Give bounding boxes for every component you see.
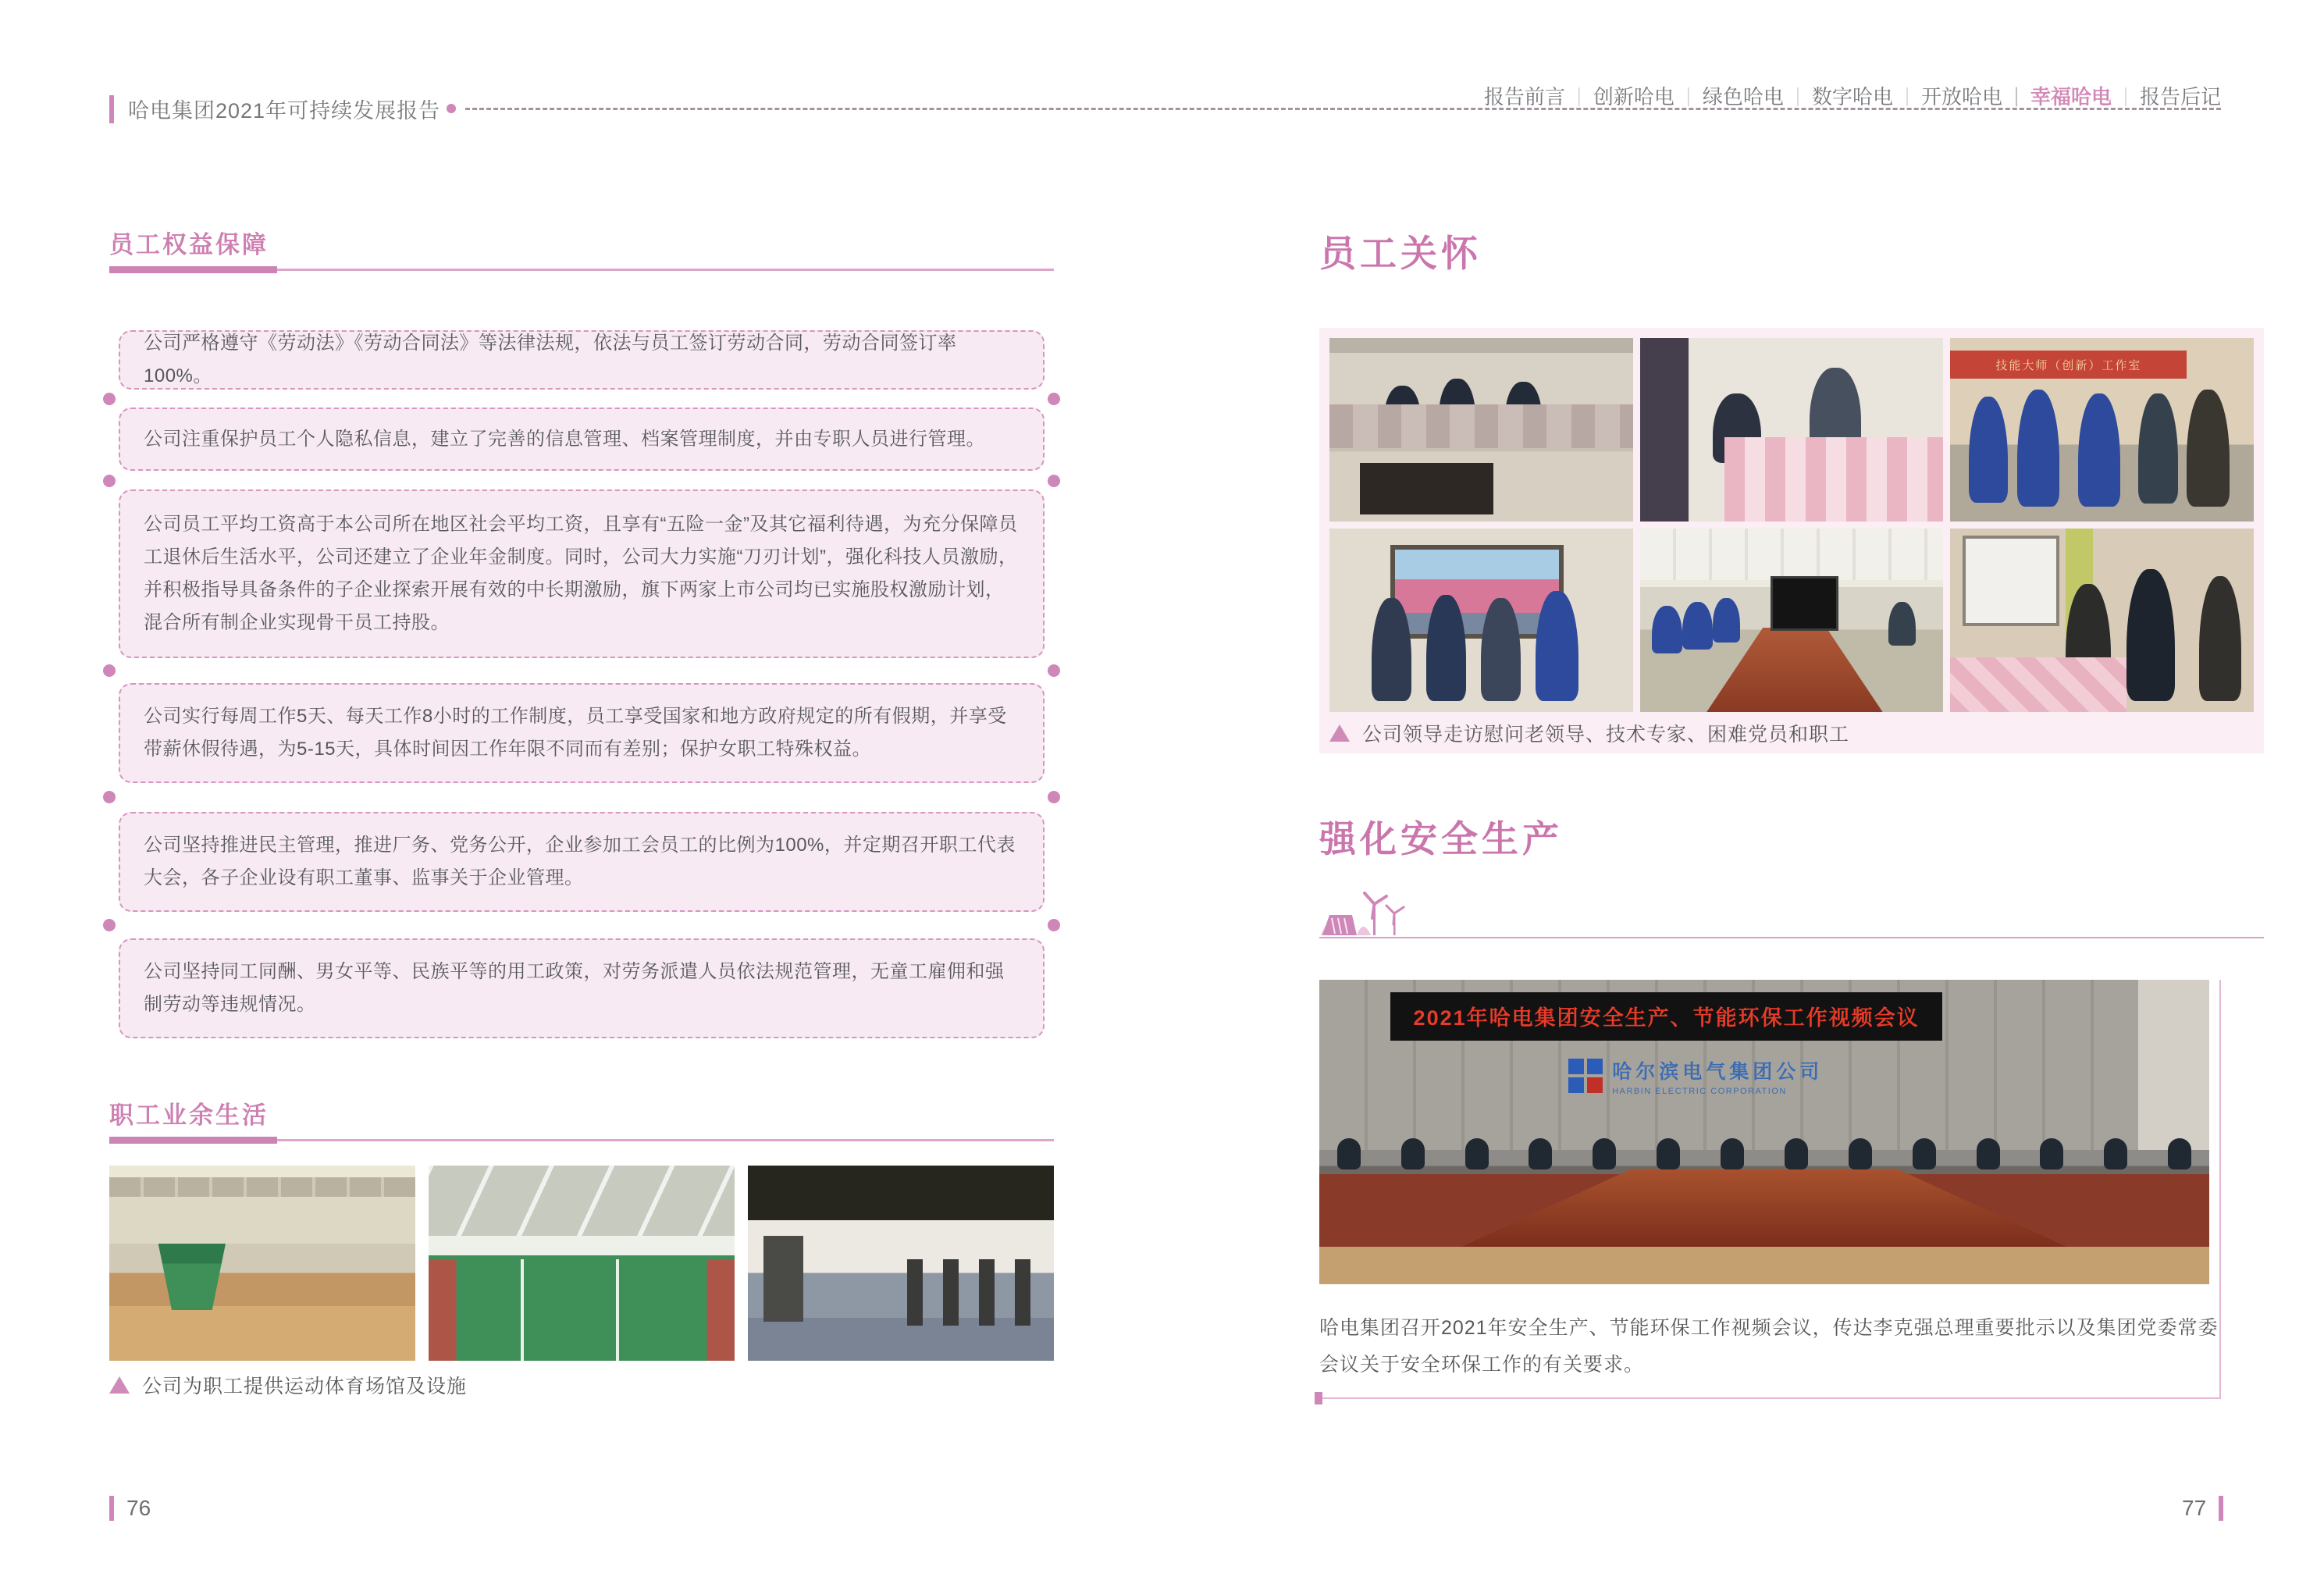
org-name-en: HARBIN ELECTRIC CORPORATION (1612, 1086, 1787, 1096)
section-rule (109, 1137, 1054, 1144)
rights-box-5: 公司坚持推进民主管理，推进厂务、党务公开，企业参加工会员工的比例为100%，并定期召开职工代表大会，各子企业设有职工董事、监事关于企业管理。 (119, 812, 1045, 912)
conference-attendees (1337, 1138, 2191, 1169)
harbin-electric-logo-icon (1568, 1059, 1603, 1093)
page-number-bar (2219, 1496, 2223, 1521)
section-title-employee-care: 员工关怀 (1319, 233, 1482, 274)
rule-thin-segment (277, 1139, 1054, 1141)
corner-decoration-cap (1315, 1392, 1322, 1404)
connector-dot (103, 475, 116, 487)
photo-fitness-gym (748, 1166, 1054, 1361)
leisure-caption (109, 1371, 467, 1399)
photo-safety-video-conference (1319, 980, 2209, 1284)
nav-item-green[interactable]: ｜ 绿色哈电 (1674, 81, 1784, 110)
photo-visit-retired-leader (1329, 338, 1633, 522)
photo-home-handshake (1950, 529, 2254, 712)
rights-box-2: 公司注重保护员工个人隐私信息，建立了完善的信息管理、档案管理制度，并由专职人员进行管理。 (119, 408, 1045, 471)
care-caption-text: 公司领导走访慰问老领导、技术专家、困难党员和职工 (1362, 724, 1850, 746)
connector-dot (103, 791, 116, 803)
connector-dot (1048, 393, 1060, 405)
conference-org-sign (1568, 1056, 1823, 1096)
connector-dot (103, 919, 116, 931)
page-number-text: 77 (2182, 1496, 2207, 1520)
rule-thick-segment (109, 1137, 277, 1144)
section-title-leisure: 职工业余生活 (109, 1102, 269, 1129)
report-title: 哈电集团2021年可持续发展报告 (128, 99, 441, 123)
connector-dot (1048, 475, 1060, 487)
connector-dot (1048, 664, 1060, 677)
nav-item-innovation[interactable]: ｜ 创新哈电 (1565, 81, 1674, 110)
nav-item-open[interactable]: ｜ 开放哈电 (1893, 81, 2002, 110)
photo-badminton-courts (429, 1166, 735, 1361)
photo-workshop-greeting (1950, 338, 2254, 522)
report-header-left (109, 94, 440, 124)
chapter-nav (1484, 81, 2221, 110)
photo-group-with-painting (1329, 529, 1633, 712)
photo-staff-meeting-room (1640, 529, 1944, 712)
photo-bedside-visit (1640, 338, 1944, 522)
rights-box-4: 公司实行每周工作5天、每天工作8小时的工作制度，员工享受国家和地方政府规定的所有假期，并享受带薪休假待遇，为5-15天，具体时间因工作年限不同而有差别；保护女职工特殊权益。 (119, 683, 1045, 783)
connector-dot (103, 664, 116, 677)
page-number-right (2182, 1496, 2223, 1521)
nav-item-digital[interactable]: ｜ 数字哈电 (1784, 81, 1893, 110)
safety-paragraph: 哈电集团召开2021年安全生产、节能环保工作视频会议，传达李克强总理重要批示以及集团党委常委会议关于安全环保工作的有关要求。 (1319, 1317, 2219, 1376)
care-caption (1329, 719, 2254, 747)
rule-thick-segment (109, 266, 277, 273)
header-accent-bar (109, 95, 114, 123)
section-rule (109, 266, 1054, 273)
nav-item-happiness-active[interactable]: ｜ 幸福哈电 (2002, 81, 2112, 110)
header-dot (447, 104, 456, 113)
triangle-marker-icon (1329, 724, 1350, 742)
leisure-caption-text: 公司为职工提供运动体育场馆及设施 (142, 1376, 468, 1397)
page-number-text: 76 (126, 1496, 151, 1520)
power-plant-icon (1316, 885, 1418, 942)
nav-item-postscript[interactable]: ｜ 报告后记 (2112, 81, 2221, 110)
care-photo-panel (1319, 328, 2264, 753)
section-title-safety: 强化安全生产 (1319, 818, 1563, 860)
org-name-cn: 哈尔滨电气集团公司 (1612, 1060, 1824, 1083)
workshop-banner-text: 技能大师（创新）工作室 (1950, 351, 2187, 378)
connector-dot (103, 393, 116, 405)
triangle-marker-icon (109, 1376, 130, 1394)
connector-dot (1048, 791, 1060, 803)
connector-dot (1048, 919, 1060, 931)
nav-item-preface[interactable]: 报告前言 (1483, 85, 1565, 109)
rule-thin-segment (277, 269, 1054, 271)
page-number-left (109, 1496, 151, 1521)
corner-decoration-horizontal (1319, 1397, 2221, 1399)
conference-table-scene (1319, 1150, 2209, 1284)
rights-box-3: 公司员工平均工资高于本公司所在地区社会平均工资，且享有“五险一金”及其它福利待遇，为充分保障员工退休后生活水平，公司还建立了企业年金制度。同时，公司大力实施“刀刃计划”，强化科技人员激励，并积极指导具备条件的子企业探索开展有效的中长期激励，旗下两家上市公司均已实施股权激励计划，混合所有制企业实现骨干员工持股。 (119, 489, 1045, 658)
rights-box-1: 公司严格遵守《劳动法》《劳动合同法》等法律法规，依法与员工签订劳动合同，劳动合同签订率100%。 (119, 330, 1045, 390)
photo-basketball-court (109, 1166, 415, 1361)
safety-divider-line (1319, 937, 2264, 938)
rights-box-6: 公司坚持同工同酬、男女平等、民族平等的用工政策，对劳务派遣人员依法规范管理，无童工雇佣和强制劳动等违规情况。 (119, 938, 1045, 1038)
section-title-employee-rights: 员工权益保障 (109, 231, 269, 258)
conference-banner: 2021年哈电集团安全生产、节能环保工作视频会议 (1390, 992, 1942, 1041)
page-number-bar (109, 1496, 114, 1521)
